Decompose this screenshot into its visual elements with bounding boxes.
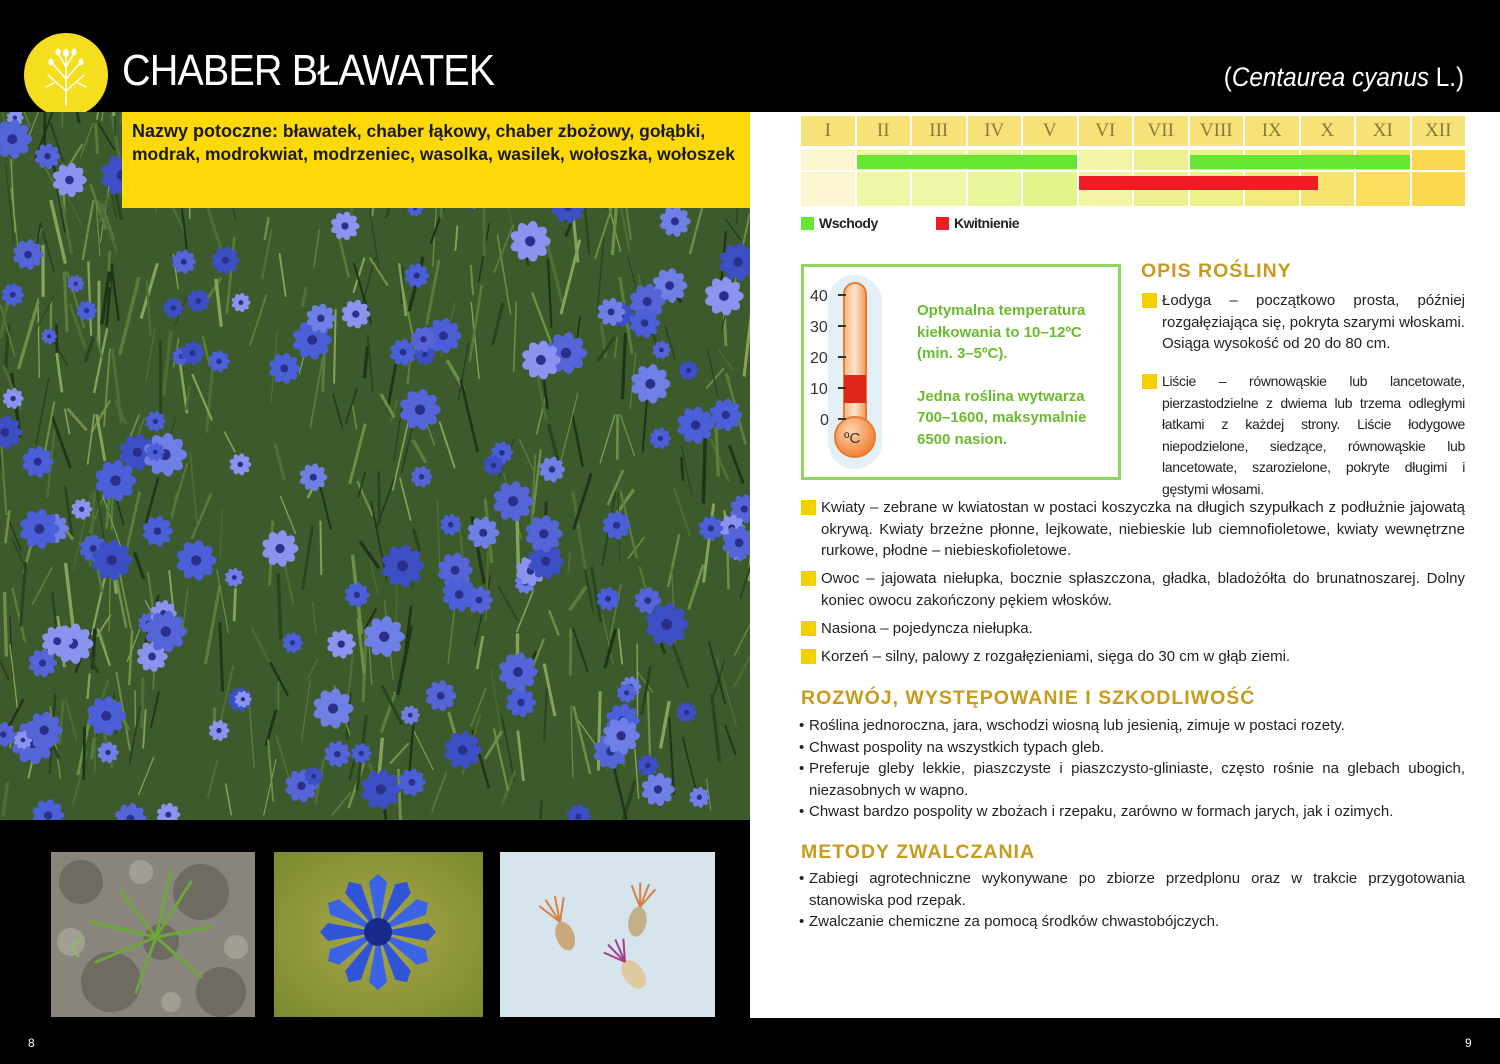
temperature-info-box	[801, 264, 1121, 480]
latin-name: (Centaurea cyanus L.)	[1223, 62, 1464, 92]
month-divider	[968, 170, 1022, 172]
thermometer-unit: ºC	[844, 430, 861, 447]
legend-flowering-label: Kwitnienie	[954, 215, 1020, 231]
scale-10: 10	[810, 381, 828, 398]
emergence-bar	[1190, 155, 1410, 169]
month-divider	[1245, 170, 1299, 172]
flowering-bar	[1079, 176, 1318, 190]
month-divider	[1134, 170, 1188, 172]
description-item: Nasiona – pojedyncza niełupka.	[821, 618, 1465, 640]
month-XII: XII	[1412, 116, 1466, 146]
list-item: • Roślina jednoroczna, jara, wschodzi wiosną lub jesienią, zimuje w postaci rozety.	[799, 715, 1465, 737]
legend-emergence-label: Wschody	[819, 215, 878, 231]
control-list	[799, 868, 1465, 933]
list-item: • Preferuje gleby lekkie, piaszczyste i piaszczysto-gliniaste, często rośnie na glebach ubogich, niezasobnych w wapno.	[799, 758, 1465, 801]
month-V: V	[1023, 116, 1077, 146]
flowering-swatch	[936, 217, 949, 230]
common-names-label: Nazwy potoczne:	[132, 121, 279, 141]
description-item: Łodyga – początkowo prosta, później rozgałęziająca się, pokryta szarymi włoskami. Osiąga wysokość od 20 do 80 cm.	[1162, 290, 1465, 355]
month-divider	[1356, 170, 1410, 172]
month-III: III	[912, 116, 966, 146]
scale-30: 30	[810, 319, 828, 336]
month-divider	[1412, 170, 1466, 172]
scale-20: 20	[810, 350, 828, 367]
page-title: CHABER BŁAWATEK	[122, 46, 495, 95]
legend-flowering	[936, 215, 1019, 231]
common-names-box	[122, 112, 750, 208]
calendar-legend	[801, 215, 1201, 235]
cornflower-field-photo	[0, 112, 750, 820]
page-header	[0, 0, 1500, 112]
page-number-left: 8	[28, 1036, 35, 1050]
plant-logo	[24, 33, 108, 117]
plant-sprig-icon	[24, 33, 108, 117]
description-item: Korzeń – silny, palowy z rozgałęzieniami, sięga do 30 cm w głąb ziemi.	[821, 646, 1465, 668]
phenology-calendar	[801, 116, 1465, 206]
description-item: Liście – równowąskie lub lancetowate, pierzastodzielne z dwiema lub trzema odległymi łatkami z każdej strony. Liście łodygowe niepodzielone, siedzące, równowąskie lub lancetowate, szarozielone, pokryte długimi i gęstymi włosami.	[1162, 371, 1465, 500]
month-divider	[857, 170, 911, 172]
common-names-text: bławatek, chaber łąkowy, chaber zbożowy, gołąbki, modrak, modrokwiat, modrzeniec, wasolka, wasilek, wołoszka, wołoszek	[132, 121, 735, 164]
emergence-swatch	[801, 217, 814, 230]
month-divider	[1190, 170, 1244, 172]
temperature-text	[917, 300, 1117, 450]
description-item: Owoc – jajowata niełupka, bocznie spłaszczona, gładka, bladożółta do brunatnoszarej. Dolny koniec owocu zakończony pękiem włosków.	[821, 568, 1465, 611]
seedling-photo	[51, 852, 255, 1017]
month-column	[1412, 149, 1466, 206]
month-XI: XI	[1356, 116, 1410, 146]
month-divider	[1079, 170, 1133, 172]
page-number-right: 9	[1465, 1036, 1472, 1050]
scale-0: 0	[820, 412, 829, 429]
month-divider	[801, 170, 855, 172]
scale-40: 40	[810, 288, 828, 305]
cornflower-seeds-photo	[500, 852, 715, 1017]
thermometer-icon	[810, 273, 910, 473]
month-VI: VI	[1079, 116, 1133, 146]
month-divider	[912, 170, 966, 172]
development-list	[799, 715, 1465, 823]
description-title: OPIS ROŚLINY	[1141, 260, 1292, 282]
month-II: II	[857, 116, 911, 146]
month-X: X	[1301, 116, 1355, 146]
month-column	[801, 149, 855, 206]
legend-emergence	[801, 215, 878, 231]
month-IV: IV	[968, 116, 1022, 146]
control-title: METODY ZWALCZANIA	[801, 841, 1036, 863]
month-VII: VII	[1134, 116, 1188, 146]
emergence-bar	[857, 155, 1077, 169]
description-item: Kwiaty – zebrane w kwiatostan w postaci koszyczka na długich szypułkach z podłużnie jajowatą okrywą. Kwiaty brzeżne płonne, lejkowate, niebieskie lub ciemnofioletowe, kwiaty wewnętrzne rurkowe, płodne – niebieskofioletowe.	[821, 497, 1465, 562]
seed-production: Jedna roślina wytwarza 700–1600, maksymalnie 6500 nasion.	[917, 387, 1087, 448]
list-item: • Zwalczanie chemiczne za pomocą środków chwastobójczych.	[799, 911, 1465, 933]
month-IX: IX	[1245, 116, 1299, 146]
month-divider	[1301, 170, 1355, 172]
month-VIII: VIII	[1190, 116, 1244, 146]
right-page	[750, 112, 1500, 1018]
month-I: I	[801, 116, 855, 146]
month-divider	[1023, 170, 1077, 172]
cornflower-bloom-photo	[274, 852, 483, 1017]
list-item: • Chwast bardzo pospolity w zbożach i rzepaku, zarówno w formach jarych, jak i ozimych.	[799, 801, 1465, 823]
list-item: • Zabiegi agrotechniczne wykonywane po zbiorze przedplonu oraz w trakcie przygotowania stanowiska pod rzepak.	[799, 868, 1465, 911]
development-title: ROZWÓJ, WYSTĘPOWANIE I SZKODLIWOŚĆ	[801, 687, 1256, 709]
list-item: • Chwast pospolity na wszystkich typach gleb.	[799, 737, 1465, 759]
germination-temperature: Optymalna temperatura kiełkowania to 10–12ºC (min. 3–5ºC).	[917, 302, 1086, 362]
